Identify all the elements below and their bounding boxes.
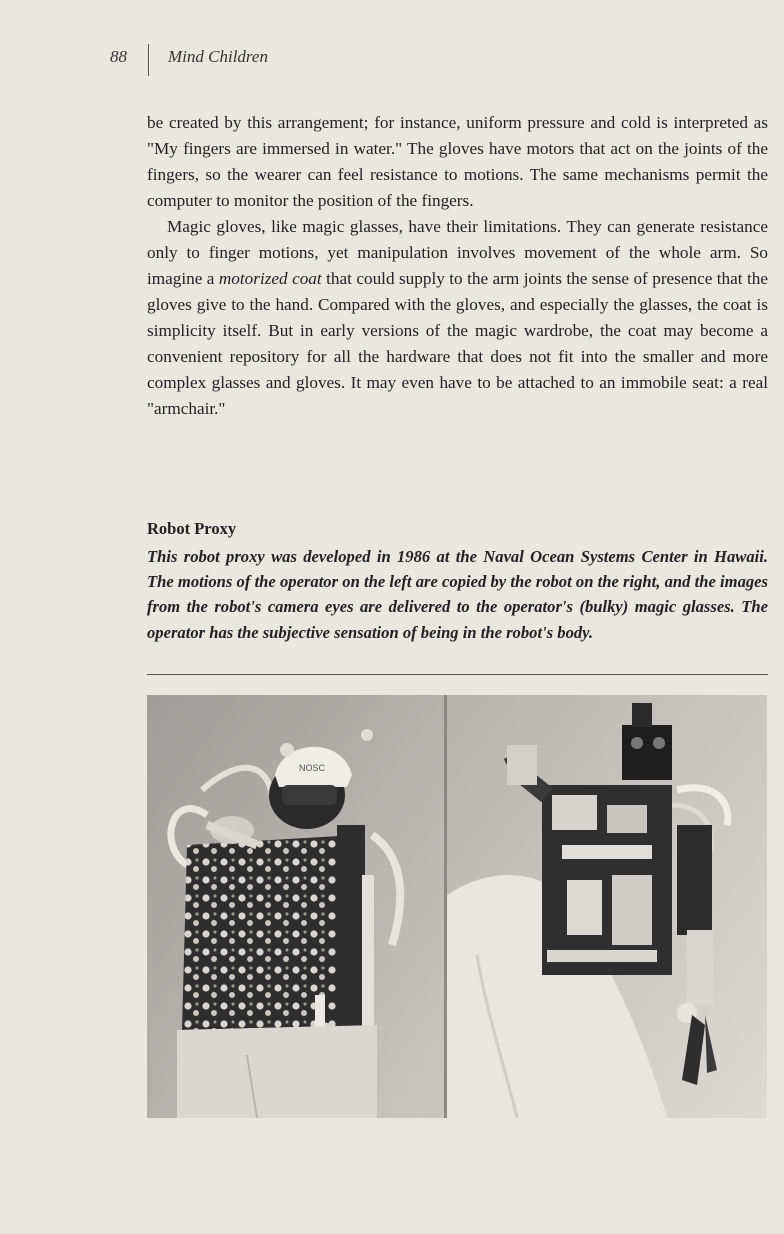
header-divider: [148, 44, 149, 76]
caption-rule: [147, 674, 768, 675]
figure-title: Robot Proxy: [147, 519, 237, 538]
page-number: 88: [110, 47, 127, 66]
photo-illustration: [147, 695, 767, 1118]
paragraph-2: [147, 214, 768, 422]
helmet-label: NOSC: [299, 763, 326, 773]
paragraph-1: be created by this arrangement; for instance, uniform pressure and cold is interpreted as "My fingers are immersed in water." The gloves have motors that act on the joints of the fingers, so the wearer can feel resistance to motions. The same mechanisms permit the computer to monitor the position of the fingers.: [147, 113, 768, 210]
figure-caption-block: [147, 516, 768, 645]
body-text: [147, 110, 768, 422]
running-head: Mind Children: [168, 47, 268, 66]
emphasis-motorized-coat: motorized coat: [218, 269, 322, 288]
paragraph-2-start: Magic gloves, like magic glasses, have their limitations. They can generate resistance only to finger motions, yet manipulation involves movement of the whole arm. So imagine a: [147, 217, 768, 288]
paragraph-2-end: that could supply to the arm joints the sense of presence that the gloves give to the hand. Compared with the gloves, and especially the glasses, the coat is simplicity itself. But in early versions of the magic wardrobe, the coat may become a convenient repository for all the hardware that does not fit into the smaller and more complex glasses and gloves. It may even have to be attached to an immobile seat: a real "armchair.": [147, 269, 769, 418]
robot-proxy-photo: [147, 695, 767, 1118]
figure-caption: This robot proxy was developed in 1986 at the Naval Ocean Systems Center in Hawaii. The motions of the operator on the left are copied by the robot on the right, and the images from the robot's camera eyes are delivered to the operator's (bulky) magic glasses. The operator has the subjective sensation of being in the robot's body.: [147, 547, 768, 642]
